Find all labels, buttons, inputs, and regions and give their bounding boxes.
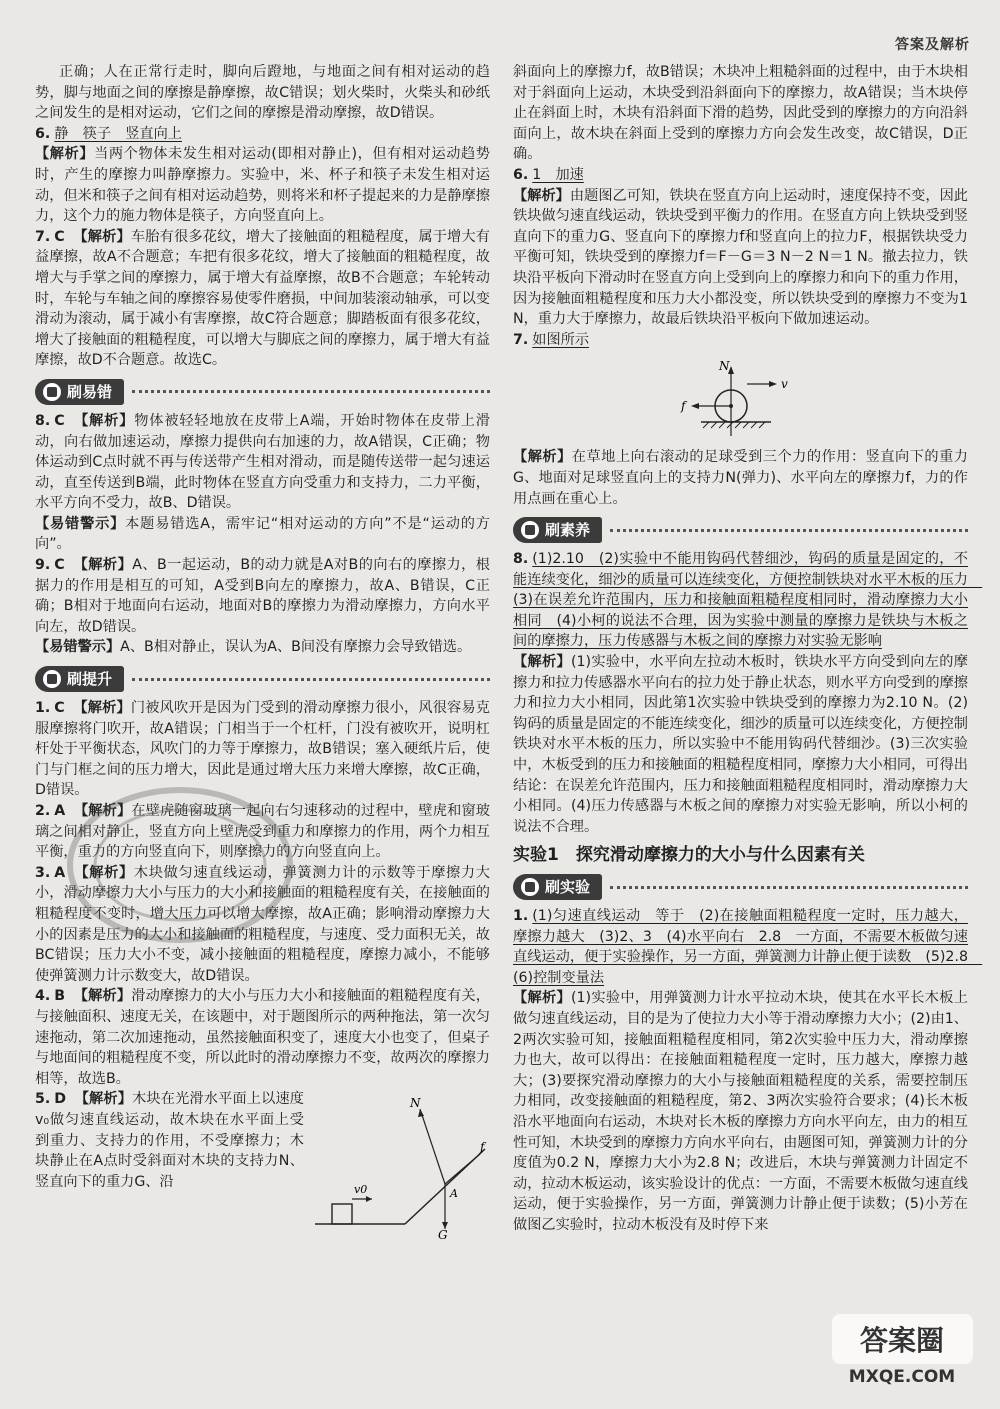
experiment-title: 实验1 探究滑动摩擦力的大小与什么因素有关	[513, 845, 865, 866]
book-icon	[521, 521, 539, 539]
svg-text:f: f	[480, 1140, 485, 1155]
right-continuation: 斜面向上的摩擦力f，故B错误；木块冲上粗糙斜面的过程中，由于木块相对于斜面向上运动，木块受到沿斜面向下的摩擦力，故A错误；当木块停止在斜面上时，木块有沿斜面下滑的趋势，因此受到的摩擦力的方向沿斜面向上，故木块在斜面上受到的摩擦力方向会发生改变，故C错误，D正确。	[513, 64, 968, 163]
answer-u5: v0 N f G A 5. D 【解析】木块在光滑水平面上以速度v₀做匀速直线运动，故木块在水平面上受到重力、支持力的作用，不受摩擦力；木块静止在A点时受斜面对木块的支持力N、竖直向下的重力G、沿	[35, 1089, 490, 1192]
answer-9: 9. C 【解析】A、B一起运动，B的动力就是A对B的向右的摩擦力，根据力的作用是相互的可知，A受到B向左的摩擦力，故A、B错误，C正确；B相对于地面向右运动，地面对B的摩擦力为滑动摩擦力，方向水平向左，故D错误。 【易错警示】A、B相对静止，误认为A、B间没有摩擦力会导致错选。	[35, 557, 490, 656]
svg-text:f: f	[680, 399, 685, 414]
section-header-shuatisheng: 刷提升	[35, 664, 490, 694]
svg-text:N: N	[718, 359, 729, 374]
dotted-divider	[610, 886, 968, 889]
book-icon	[521, 878, 539, 896]
book-icon	[43, 670, 61, 688]
incline-force-diagram	[310, 1089, 490, 1239]
svg-text:G: G	[438, 1228, 448, 1240]
left-continuation: 正确；人在正常行走时，脚向后蹬地，与地面之间有相对运动的趋势，脚与地面之间的摩擦是静摩擦，故C错误；划火柴时，火柴头和砂纸之间发生的是相对运动，它们之间的摩擦是滑动摩擦，故D错误。	[35, 64, 490, 122]
svg-text:v0: v0	[354, 1183, 368, 1197]
right-column	[513, 62, 983, 1236]
book-icon	[43, 383, 61, 401]
svg-text:MXQE.COM: MXQE.COM	[848, 1367, 956, 1387]
answer-u2: 2. A 【解析】在壁虎随窗玻璃一起向右匀速移动的过程中，壁虎和窗玻璃之间相对静止，竖直方向上壁虎受到重力和摩擦力的作用，两个力相互平衡，重力的方向竖直向下，则摩擦力的方向竖直向上。	[35, 803, 490, 861]
answer-r8: 8. (1)2.10 (2)实验中不能用钩码代替细沙，钩码的质量是固定的，不能连续变化，细沙的质量可以连续变化，方便控制铁块对水平木板的压力 (3)在误差允许范围内，压力和接触面粗糙程度相同时，滑动摩擦力大小相同 (4)小柯的说法不合理，因为实验中测量的摩擦力是铁块与木板之间的摩擦力，压力传感器与木板之间的摩擦力对实验无影响 【解析】(1)实验中，水平向左拉动木板时，铁块水平方向受到向左的摩擦力和拉力传感器水平向右的拉力处于静止状态，则水平方向受到的摩擦力和拉力大小相同，因此第1次实验中铁块受到的摩擦力为2.10 N。(2)钩码的质量是固定的不能连续变化，细沙的质量可以连续变化，方便控制铁块对水平木板的压力，所以实验中不能用钩码代替细沙。(3)三次实验中，木板受到的压力和接触面的粗糙程度相同，摩擦力大小相同，可得出结论：在误差允许范围内，压力和接触面粗糙程度相同时，滑动摩擦力大小相同。(4)压力传感器与木板之间的摩擦力对实验无影响，所以小柯的说法不合理。	[513, 551, 983, 835]
svg-text:答案圈: 答案圈	[859, 1324, 945, 1357]
answer-6: 6. 静 筷子 竖直向上 【解析】当两个物体未发生相对运动(即相对静止)，但有相对运动趋势时，产生的摩擦力叫静摩擦力。实验中，米、杯子和筷子未发生相对运动，但米和筷子之间有相对运动趋势，则将米和杯子提起来的力是静摩擦力，这个力的施力物体是筷子，方向竖直向上。	[35, 125, 490, 225]
section-header-shuashiyan: 刷实验	[513, 872, 968, 902]
header-tag: 答案及解析	[895, 37, 970, 53]
section-header-shuasuyang: 刷素养	[513, 515, 968, 545]
answer-r7: 7. 如图所示	[513, 331, 590, 348]
dotted-divider	[132, 390, 490, 393]
answer-u4: 4. B 【解析】滑动摩擦力的大小与压力大小和接触面的粗糙程度有关，与接触面积、速度无关，在该题中，对于题图所示的两种拖法，第一次匀速拖动，第二次加速拖动，虽然接触面积变了，速度大小也变了，但桌子与地面间的粗糙程度不变，所以此时的滑动摩擦力不变，故两次的摩擦力相等，故选B。	[35, 988, 490, 1087]
dotted-divider	[132, 678, 490, 681]
section-header-shuayicuo: 刷易错	[35, 377, 490, 407]
ball-figure-wrap	[513, 356, 968, 441]
answer-e1: 1. (1)匀速直线运动 等于 (2)在接触面粗糙程度一定时，压力越大，摩擦力越大 (3)2、3 (4)水平向右 2.8 一方面，不需要木板做匀速直线运动，便于实验操作，另一方面，弹簧测力计静止便于读数 (5)2.8 (6)控制变量法 【解析】(1)实验中，用弹簧测力计水平拉动木块，使其在水平长木板上做匀速直线运动，目的是为了使拉力大小等于滑动摩擦力大小；(2)由1、2两次实验可知，接触面粗糙程度相同，第2次实验中压力大，滑动摩擦力也大，故可以得出：在接触面粗糙程度一定时，压力越大，摩擦力越大；(3)要探究滑动摩擦力的大小与接触面粗糙程度的关系，需要控制压力相同，改变接触面的粗糙程度，第2、3两次实验符合要求；(4)长木板沿水平地面向右运动，木块对长木板的摩擦力方向水平向左，由力的相互性可知，木块受到的摩擦力方向水平向右，由题图可知，弹簧测力计的分度值为0.2 N，摩擦力大小为2.8 N；改进后，木块与弹簧测力计固定不动，拉动木板运动，该实验设计的优点：一方面，不需要木板做匀速直线运动，便于实验操作，另一方面，弹簧测力计静止便于读数；(5)小芳在做图乙实验时，拉动木板没有及时停下来	[513, 908, 983, 1233]
svg-text:A: A	[450, 1187, 458, 1201]
svg-text:v: v	[780, 377, 788, 392]
answer-u1: 1. C 【解析】门被风吹开是因为门受到的滑动摩擦力很小，风很容易克服摩擦将门吹开，故A错误；门相当于一个杠杆，门没有被吹开，说明杠杆处于平衡状态，风吹门的力等于摩擦力，故B错误；塞入硬纸片后，使门与门框之间的压力增大，因此是通过增大压力来增大摩擦，故C正确，D错误。	[35, 700, 490, 799]
dotted-divider	[610, 529, 968, 532]
answer-u3: 3. A 【解析】木块做匀速直线运动，弹簧测力计的示数等于摩擦力大小，滑动摩擦力大小与压力的大小和接触面的粗糙程度有关，在接触面的粗糙程度不变时，增大压力可以增大摩擦，故A正确；影响滑动摩擦力大小的因素是压力的大小和接触面的粗糙程度，与速度、受力面积无关，故BC错误；压力大小不变，减小接触面的粗糙程度，摩擦力减小，不能够使弹簧测力计示数变大，故D错误。	[35, 864, 490, 984]
site-watermark	[830, 1312, 975, 1387]
answer-7: 7. C 【解析】车胎有很多花纹，增大了接触面的粗糙程度，属于增大有益摩擦，故A不合题意；车把有很多花纹，增大了接触面的粗糙程度，故增大与手掌之间的摩擦力，属于增大有益摩擦，故B不合题意；车轮转动时，车轮与车轴之间的摩擦容易使零件磨损，中间加装滚动轴承，可以变滑动为滚动，属于减小有害摩擦，故C符合题意；脚踏板面有很多花纹，增大了接触面的粗糙程度，可以增大与脚底之间的摩擦力，属于增大有益摩擦，故D不合题意。故选C。	[35, 228, 490, 369]
rolling-ball-force-diagram	[671, 356, 811, 441]
left-column	[35, 62, 490, 1239]
answer-8: 8. C 【解析】物体被轻轻地放在皮带上A端，开始时物体在皮带上滑动，向右做加速运动，摩擦力提供向右加速的力，故A错误，C正确；物体运动到C点时就不再与传送带产生相对滑动，而是随传送带一起匀速运动，直至传送到B端，此时物体在竖直方向受重力和支持力，二力平衡，水平方向不受力，故B、D错误。 【易错警示】本题易错选A，需牢记“相对运动的方向”不是“运动的方向”。	[35, 412, 490, 553]
answer-r7-explain: 【解析】在草地上向右滚动的足球受到三个力的作用：竖直向下的重力G、地面对足球竖直向上的支持力N(弹力)、水平向左的摩擦力f，力的作用点画在重心上。	[513, 449, 968, 507]
svg-text:N: N	[410, 1096, 421, 1111]
answer-r6: 6. 1 加速 【解析】由题图乙可知，铁块在竖直方向上运动时，速度保持不变，因此铁块做匀速直线运动，铁块受到平衡力的作用。在竖直方向上铁块受到竖直向下的重力G、竖直向下的摩擦力f和竖直向上的拉力F，根据铁块受力平衡可知，铁块受到的摩擦力f＝F－G＝3 N－2 N＝1 N。撤去拉力，铁块沿平板向下滑动时在竖直方向上受到向上的摩擦力和向下的重力作用，因为接触面粗糙程度和压力大小都没变，所以铁块受到的摩擦力不变为1 N，重力大于摩擦力，故最后铁块沿平板向下做加速运动。	[513, 166, 968, 328]
